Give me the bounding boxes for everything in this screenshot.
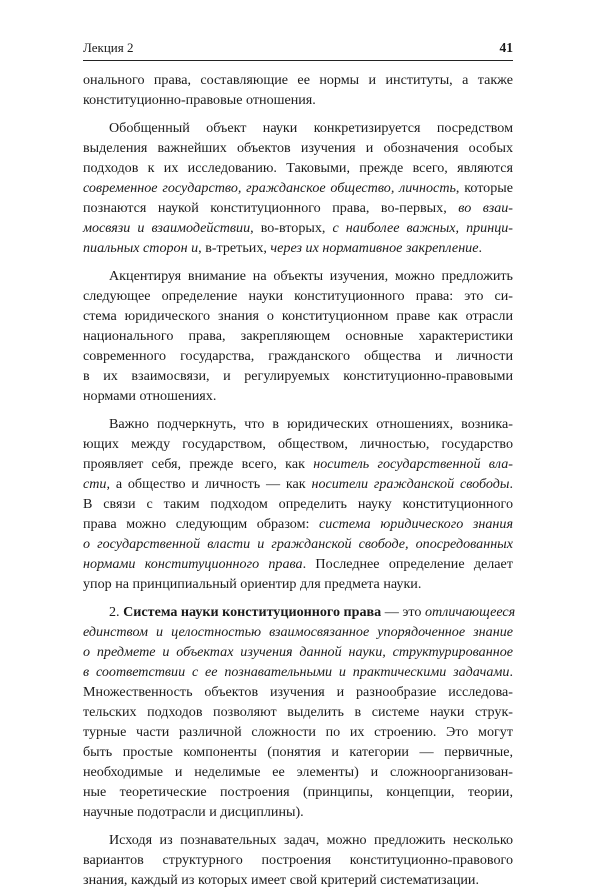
text-run: , которые — [455, 180, 513, 196]
text-run: познаются наукой конституционного права, во-первых, — [83, 200, 459, 216]
text-line — [83, 702, 513, 722]
text-line — [83, 514, 513, 534]
text-run: научные подотрасли и дисциплины). — [83, 804, 304, 820]
text-run: 2. — [109, 604, 124, 620]
text-run: В связи с таким подходом определить науку конституционного — [83, 496, 513, 512]
text-line — [83, 574, 513, 594]
text-run: . — [509, 664, 513, 680]
italic-run: о государственной власти и гражданской свободе, опосредованных — [83, 536, 513, 552]
text-line — [83, 554, 513, 574]
italic-run: нормами конституционного права — [83, 556, 303, 572]
text-line — [83, 306, 513, 326]
text-line — [83, 662, 513, 682]
text-line — [83, 286, 513, 306]
text-line — [83, 70, 513, 90]
italic-run: единством и целостностью взаимосвязанное упорядоченное знание — [83, 624, 513, 640]
text-line — [83, 722, 513, 742]
text-run: следующее определение науки конституционного права: это си- — [83, 288, 513, 304]
text-run: . — [478, 240, 483, 256]
text-line — [83, 762, 513, 782]
text-line — [83, 158, 513, 178]
text-run: ные теоретические построения (принципы, концепции, теории, — [83, 784, 513, 800]
running-head — [83, 36, 513, 56]
paragraph-gap — [83, 110, 513, 118]
text-run: нормами отношениях. — [83, 388, 217, 404]
text-line — [83, 346, 513, 366]
text-run: тельских подходов позволяют выделить в системе науки струк- — [83, 704, 513, 720]
text-run: вариантов структурного построения конституционно-правового — [83, 852, 513, 868]
italic-run: пиальных сторон и — [83, 240, 199, 256]
text-line — [83, 622, 513, 642]
italic-run: система юридического знания — [319, 516, 514, 532]
text-run: выделения важнейших объектов изучения и обозначения особых — [83, 140, 513, 156]
text-line — [83, 682, 513, 702]
text-line — [83, 494, 513, 514]
bold-run: Система науки конституционного права — [123, 604, 382, 620]
text-run: Акцентируя внимание на объекты изучения, можно предложить — [109, 268, 513, 284]
text-run: Обобщенный объект науки конкретизируется посредством — [109, 120, 513, 136]
italic-run: мосвязи и взаимодействии — [83, 220, 251, 236]
text-line — [83, 366, 513, 386]
text-line — [83, 238, 513, 258]
text-run: , во-вторых, — [250, 220, 333, 236]
paragraph-gap — [83, 258, 513, 266]
text-line — [83, 782, 513, 802]
text-run: проявляет себя, прежде всего, как — [83, 456, 314, 472]
text-run: права можно следующим образом: — [83, 516, 320, 532]
text-line — [83, 742, 513, 762]
text-run: . Последнее определение делает — [302, 556, 513, 572]
text-line — [83, 386, 513, 406]
text-line — [83, 850, 513, 870]
paragraph-gap — [83, 594, 513, 602]
text-run: — это — [381, 604, 425, 620]
text-line — [83, 802, 513, 822]
text-line — [83, 434, 513, 454]
text-run: ющих между государством, обществом, личностью, государство — [83, 436, 513, 452]
italic-run: в соответствии с ее познавательными и практическими задачами — [83, 664, 510, 680]
text-line — [83, 474, 513, 494]
italic-run: во взаи- — [458, 200, 513, 216]
text-run: , а общество и личность — как — [106, 476, 312, 492]
italic-run: через их нормативное закрепление — [270, 240, 479, 256]
text-line — [83, 642, 513, 662]
text-run: знания, каждый из которых имеет свой критерий систематизации. — [83, 872, 479, 888]
text-line — [83, 830, 513, 850]
text-run: , в-третьих, — [198, 240, 271, 256]
text-run: турные части различной сложности по их строению. Это могут — [83, 724, 513, 740]
text-line — [83, 90, 513, 110]
text-run: быть простые компоненты (понятия и категории — первичные, — [83, 744, 513, 760]
text-run: необходимые и неделимые ее элементы) и сложноорганизован- — [83, 764, 513, 780]
italic-run: современное государство, гражданское общество, личность — [83, 180, 456, 196]
text-line — [83, 454, 513, 474]
text-run: современного государства, гражданского общества и личности — [83, 348, 513, 364]
text-run: стема юридического знания о конституционном праве как отрасли — [83, 308, 513, 324]
text-line — [83, 266, 513, 286]
text-line — [83, 218, 513, 238]
text-line — [83, 414, 513, 434]
paragraph-gap — [83, 406, 513, 414]
text-run: . — [509, 476, 513, 492]
chapter-title: Лекция 2 — [83, 40, 134, 55]
paragraph-gap — [83, 822, 513, 830]
text-run: Исходя из познавательных задач, можно предложить несколько — [109, 832, 513, 848]
page-number: 41 — [499, 40, 513, 55]
text-line — [83, 870, 513, 890]
italic-run: сти — [83, 476, 107, 492]
text-run: подходов к их исследованию. Таковыми, прежде всего, являются — [83, 160, 513, 176]
text-line — [83, 198, 513, 218]
text-run: Множественность объектов изучения и разнообразие исследова- — [83, 684, 513, 700]
text-run: в их взаимосвязи, и регулируемых конституционно-правовыми — [83, 368, 513, 384]
text-line — [83, 534, 513, 554]
italic-run: с наиболее важных, принци- — [332, 220, 513, 236]
text-run: Важно подчеркнуть, что в юридических отношениях, возника- — [109, 416, 513, 432]
text-run: онального права, составляющие ее нормы и институты, а также — [83, 72, 513, 88]
text-line — [83, 602, 516, 622]
text-line — [83, 138, 513, 158]
body-text — [83, 70, 516, 890]
italic-run: носители гражданской свободы — [311, 476, 510, 492]
text-line — [83, 326, 513, 346]
italic-run: отличающееся — [424, 604, 516, 620]
text-line — [83, 118, 513, 138]
header-rule — [83, 60, 513, 61]
text-run: упор на принципиальный ориентир для предмета науки. — [83, 576, 422, 592]
text-line — [83, 178, 513, 198]
italic-run: носитель государственной вла- — [313, 456, 513, 472]
italic-run: о предмете и объектах изучения данной науки, структурированное — [83, 644, 513, 660]
text-run: национального права, закрепляющем основные характеристики — [83, 328, 513, 344]
text-run: конституционно-правовые отношения. — [83, 92, 316, 108]
